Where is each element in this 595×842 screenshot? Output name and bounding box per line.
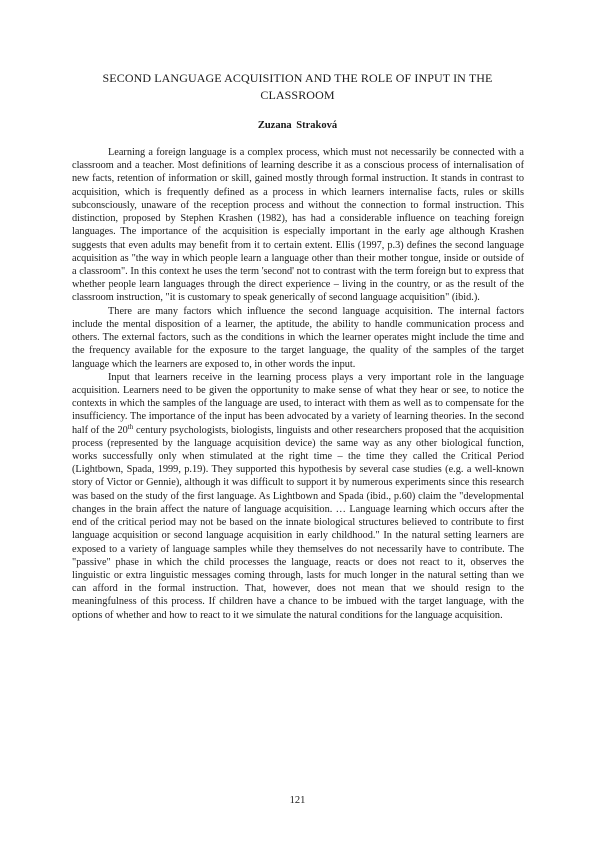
paragraph-3 — [72, 371, 524, 622]
paragraph-3-part-1: Input that learners receive in the learning process plays a very important role in the language acquisition. Learners need to be given the opportunity to make sense of what they hear or see, to notice the contexts in which the samples of the language are used, to interact with them as well as to compensate for the insufficiency. The importance of the input has been advocated by a variety of learning theories. In the second half of the 20 — [72, 371, 524, 436]
article-title: SECOND LANGUAGE ACQUISITION AND THE ROLE OF INPUT IN THE CLASSROOM — [102, 71, 493, 102]
paragraph-1: Learning a foreign language is a complex process, which must not necessarily be connected with a classroom and a teacher. Most definitions of learning describe it as a conscious process of internalisation of new facts, retention of information or skill, gained mostly through formal instruction. It stands in contrast to acquisition, which is frequently defined as a process in which learners internalise facts, rules or skills subconsciously, unaware of the reception process and without the connection to formal instruction. This distinction, proposed by Stephen Krashen (1982), has had a considerable influence on teaching foreign languages. The importance of the acquisition is especially important in the early age although Krashen suggests that even adults may benefit from it to certain extent. Ellis (1997, p.3) defines the second language acquisition as "the way in which people learn a language other than their mother tongue, inside or outside of a classroom". In this context he uses the term 'second' not to contrast with the term foreign but to express that whether people learn languages through the direct experience – living in the country, or as the result of the classroom instruction, "it is customary to speak generically of second language acquisition" (ibid.). — [72, 147, 524, 304]
ordinal-superscript: th — [127, 422, 134, 431]
page-number: 121 — [289, 795, 306, 806]
paragraph-2: There are many factors which influence the second language acquisition. The internal factors include the mental disposition of a learner, the aptitude, the ability to handle communication process and others. The external factors, such as the conditions in which the learner operates might include the time and the frequency available for the exposure to the target language, the quality of the samples of the target language which the learners are exposed to, in other words the input. — [72, 305, 524, 370]
paragraph-3-part-2: century psychologists, biologists, linguists and other researchers proposed that the acquisition process (represented by the language acquisition device) the same way as any other biological function, works successfully only when stimulated at the right time – the time they called the Critical Period (Lightbown, Spada, 1999, p.19). They supported this hypothesis by several case studies (e.g. a well-known story of Victor or Gennie), although it was difficult to support it by numerous experiments since this research was based on the study of the first language. As Lightbown and Spada (ibid., p.60) claim the "developmental changes in the brain affect the nature of language acquisition. … Language learning which occurs after the end of the critical period may not be based on the innate biological structures believed to contribute to first language acquisition or second language acquisition in early childhood." In the natural setting learners are exposed to a variety of language samples while they themselves do not necessarily have to contribute. The "passive" phase in which the child processes the language, reacts or does not react to it, observes the linguistic or extra linguistic messages coming through, lasts for much longer in the natural setting than we can afford in the formal instruction. That, however, does not mean that we should resign to the meaningfulness of this process. If children have a chance to be imbued with the target language, with the options of whether and how to react to it we simulate the natural conditions for the language acquisition. — [72, 424, 525, 621]
article-body — [72, 146, 524, 622]
author-name: Zuzana Straková — [257, 120, 338, 131]
